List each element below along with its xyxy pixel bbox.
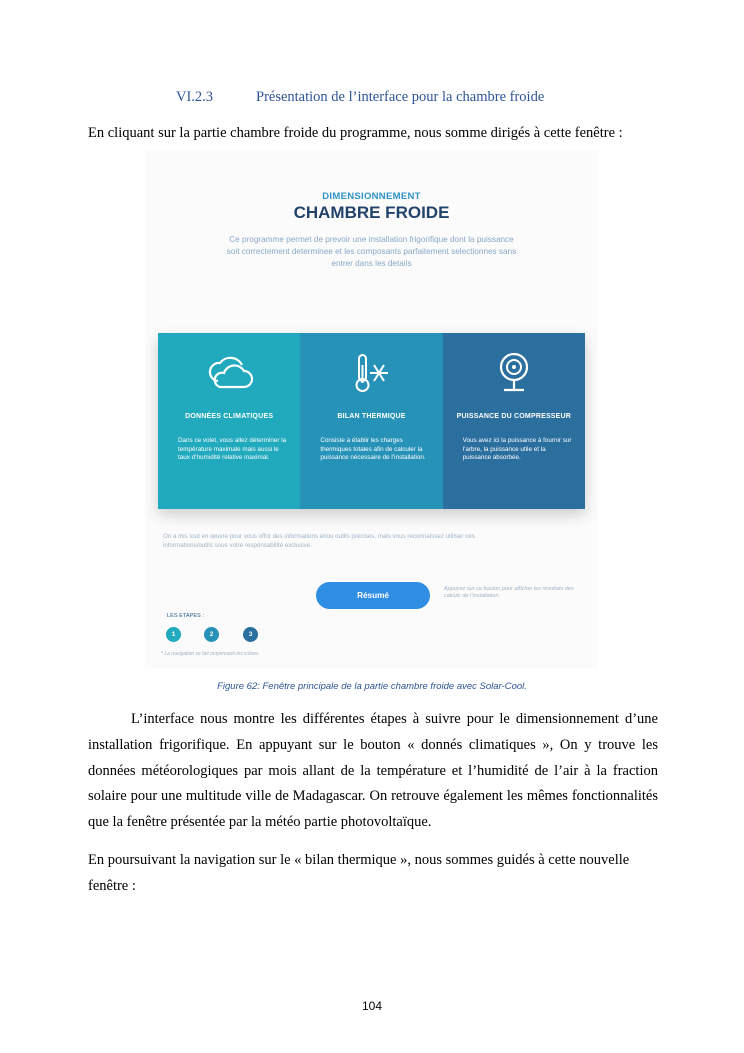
intro-paragraph: En cliquant sur la partie chambre froide du programme, nous somme dirigés à cette fenêtre : <box>88 125 623 141</box>
resume-button[interactable]: Résumé <box>316 582 430 609</box>
step-2[interactable]: 2 <box>204 627 219 642</box>
step-3[interactable]: 3 <box>243 627 258 642</box>
compressor-icon <box>443 351 585 395</box>
section-number: VI.2.3 <box>176 89 214 105</box>
step-1[interactable]: 1 <box>166 627 181 642</box>
page-number: 104 <box>361 999 383 1013</box>
steps-note: * La navigation se fait moyennant les icônes <box>161 651 259 657</box>
card-text: Dans ce volet, vous allez déterminer la température maximale mais aussi le taux d’humidité relative maximal. <box>178 437 287 462</box>
card-title: PUISSANCE DU COMPRESSEUR <box>456 413 572 420</box>
app-description: Ce programme permet de prevoir une installation frigorifique dont la puissance soit correctement determinee et les composants parfaitement selectionnes sans entrer dans les details <box>226 235 517 268</box>
disclaimer-text: On a mis tout en œuvre pour vous offrir des informations et/ou outils précises, mais vous reconnaissez utiliser ces informations/outils sous votre responsabilité exclusive. <box>163 533 475 549</box>
app-supertitle: DIMENSIONNEMENT <box>322 191 421 202</box>
card-bilan-thermique[interactable] <box>300 333 442 509</box>
steps-label: LES ETAPES : <box>167 613 204 619</box>
card-text: Vous avez ici la puissance à fournir sur l’arbre, la puissance utile et la puissance absorbée. <box>462 437 572 462</box>
app-title: CHAMBRE FROIDE <box>293 203 450 222</box>
resume-button-note: Appuyez sur ce bouton pour afficher les résultats des calculs de l’installation. <box>444 586 574 599</box>
section-heading <box>176 89 544 106</box>
figure-screenshot <box>145 150 598 668</box>
card-title: BILAN THERMIQUE <box>337 413 406 420</box>
card-title: DONNÉES CLIMATIQUES <box>185 413 274 420</box>
section-title: Présentation de l’interface pour la chambre froide <box>256 89 545 105</box>
figure-caption: Figure 62: Fenêtre principale de la partie chambre froide avec Solar-Cool. <box>217 681 527 692</box>
body-paragraph-1: L’interface nous montre les différentes étapes à suivre pour le dimensionnement d’une installation frigorifique. En appuyant sur le bouton « donnés climatiques », On y trouve les données météorologiques par mois allant de la température et l’humidité de l’air à la fraction solaire pour une multitude ville de Madagascar. On retrouve également les mêmes fonctionnalités que la fenêtre présentée par la météo partie photovoltaïque. <box>88 711 658 831</box>
body-paragraph-2: En poursuivant la navigation sur le « bilan thermique », nous sommes guidés à cette nouvelle fenêtre : <box>88 852 630 894</box>
thermometer-snowflake-icon <box>300 351 442 395</box>
cloud-sun-icon <box>158 351 300 395</box>
card-text: Consiste à établir les charges thermiques totales afin de calculer la puissance nécessaire de l’installation. <box>320 437 426 462</box>
feature-cards <box>158 333 585 509</box>
card-puissance-compresseur[interactable] <box>443 333 585 509</box>
card-donnees-climatiques[interactable] <box>158 333 300 509</box>
